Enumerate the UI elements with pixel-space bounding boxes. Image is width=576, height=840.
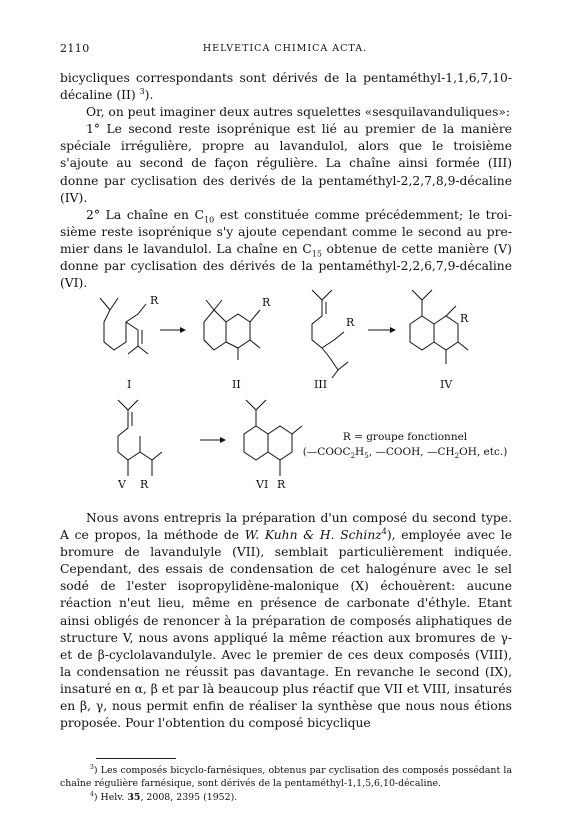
journal-title: HELVETICA CHIMICA ACTA. xyxy=(202,43,368,54)
paragraph-2: Or, on peut imaginer deux autres squelettes «sesquilavanduliques»: xyxy=(86,105,511,120)
paragraph-4: 2° La chaîne en $C_{10}$ est constituée comme précédemment; le troisième reste isoprénique s'y ajoute cependant comme le second au premier dans le lavandulol. La chaîne en $C_{15}$ obtenue de cette manière (V) donne par cyclisation des dérivés de la pentaméthyl-2,2,6,7,9-décaline (VI). xyxy=(60,207,512,291)
running-header xyxy=(60,42,510,58)
label-I: I xyxy=(127,378,132,391)
page-number: 2110 xyxy=(60,42,90,55)
footnotes xyxy=(60,764,512,804)
paragraph-3: 1° Le second reste isoprénique est lié au premier de la manière spéciale irrégulière, propre au lavandulol, alors que le troisième s'ajoute au second de façon régulière. La chaîne ainsi formée (III) donne par cyclisation des derivés de la pentaméthyl-2,2,7,8,9-décaline (IV). xyxy=(60,122,512,205)
structure-VI xyxy=(244,400,302,476)
r-label-I: R xyxy=(150,294,159,307)
label-IV: IV xyxy=(440,378,453,391)
skeleton-diagram xyxy=(60,280,512,490)
label-VI: VI xyxy=(256,478,269,490)
legend-line-2: ($—COOC_2H_5$, —COOH, $—CH_2OH$, etc.) xyxy=(302,446,508,460)
footnote-rule xyxy=(96,758,176,759)
legend-line-1: R = groupe fonctionnel xyxy=(342,431,468,443)
r-label-IV: R xyxy=(460,312,469,325)
structure-IV xyxy=(410,290,468,364)
r-label-VI: R xyxy=(277,478,286,490)
structure-I xyxy=(100,298,148,354)
footnote-4: $^4$) Helv. 35, 2008, 2395 (1952). xyxy=(90,790,238,803)
label-V: V xyxy=(118,478,126,490)
structure-III xyxy=(312,290,348,378)
r-label-III: R xyxy=(346,316,355,329)
r-label-V: R xyxy=(140,478,149,490)
footnote-3: $^3$) Les composés bicyclo-farnésiques, obtenus par cyclisation des composés possédant la chaîne régulière farnésique, sont dérivés de la pentaméthyl-1,1,5,6,10-décaline. xyxy=(60,763,512,790)
structure-II xyxy=(204,300,260,360)
text-block-top xyxy=(60,70,512,292)
label-III: III xyxy=(314,378,328,391)
text-block-bottom xyxy=(60,510,512,732)
label-II: II xyxy=(232,378,241,391)
author-names: W. Kuhn & H. Schinz xyxy=(244,528,382,543)
structure-figure xyxy=(60,280,512,490)
r-label-II: R xyxy=(262,296,271,309)
paragraph-1: bicycliques correspondants sont dérivés de la pentaméthyl-1,1,6,7,10-décaline (II) $^3$). xyxy=(60,71,512,103)
structure-V xyxy=(118,400,162,476)
paragraph-5: Nous avons entrepris la préparation d'un composé du second type. A ce propos, la méthode de W. Kuhn & H. Schinz$^4$), employée avec le bromure de lavandulyle (VII), semblait particulièrement indiquée. Cependant, des essais de condensation de cet halogénure avec le sel sodé de l'ester isopropylidène-malonique (X) échouèrent: aucune réaction n'eut lieu, même en présence de carbonate d'éthyle. Etant ainsi obligés de renoncer à la préparation de composés aliphatiques de structure V, nous avons appliqué la même réaction aux bromures de γ-et de β-cyclolavandulyle. Avec le premier de ces deux composés (VIII), la condensation ne réussit pas davantage. En revanche le second (IX), insaturé en α, β et par là beaucoup plus réactif que VII et VIII, insaturés en β, γ, nous permit enfin de réaliser la synthèse que nous nous étions proposée. Pour l'obtention du composé bicyclique xyxy=(60,511,512,731)
